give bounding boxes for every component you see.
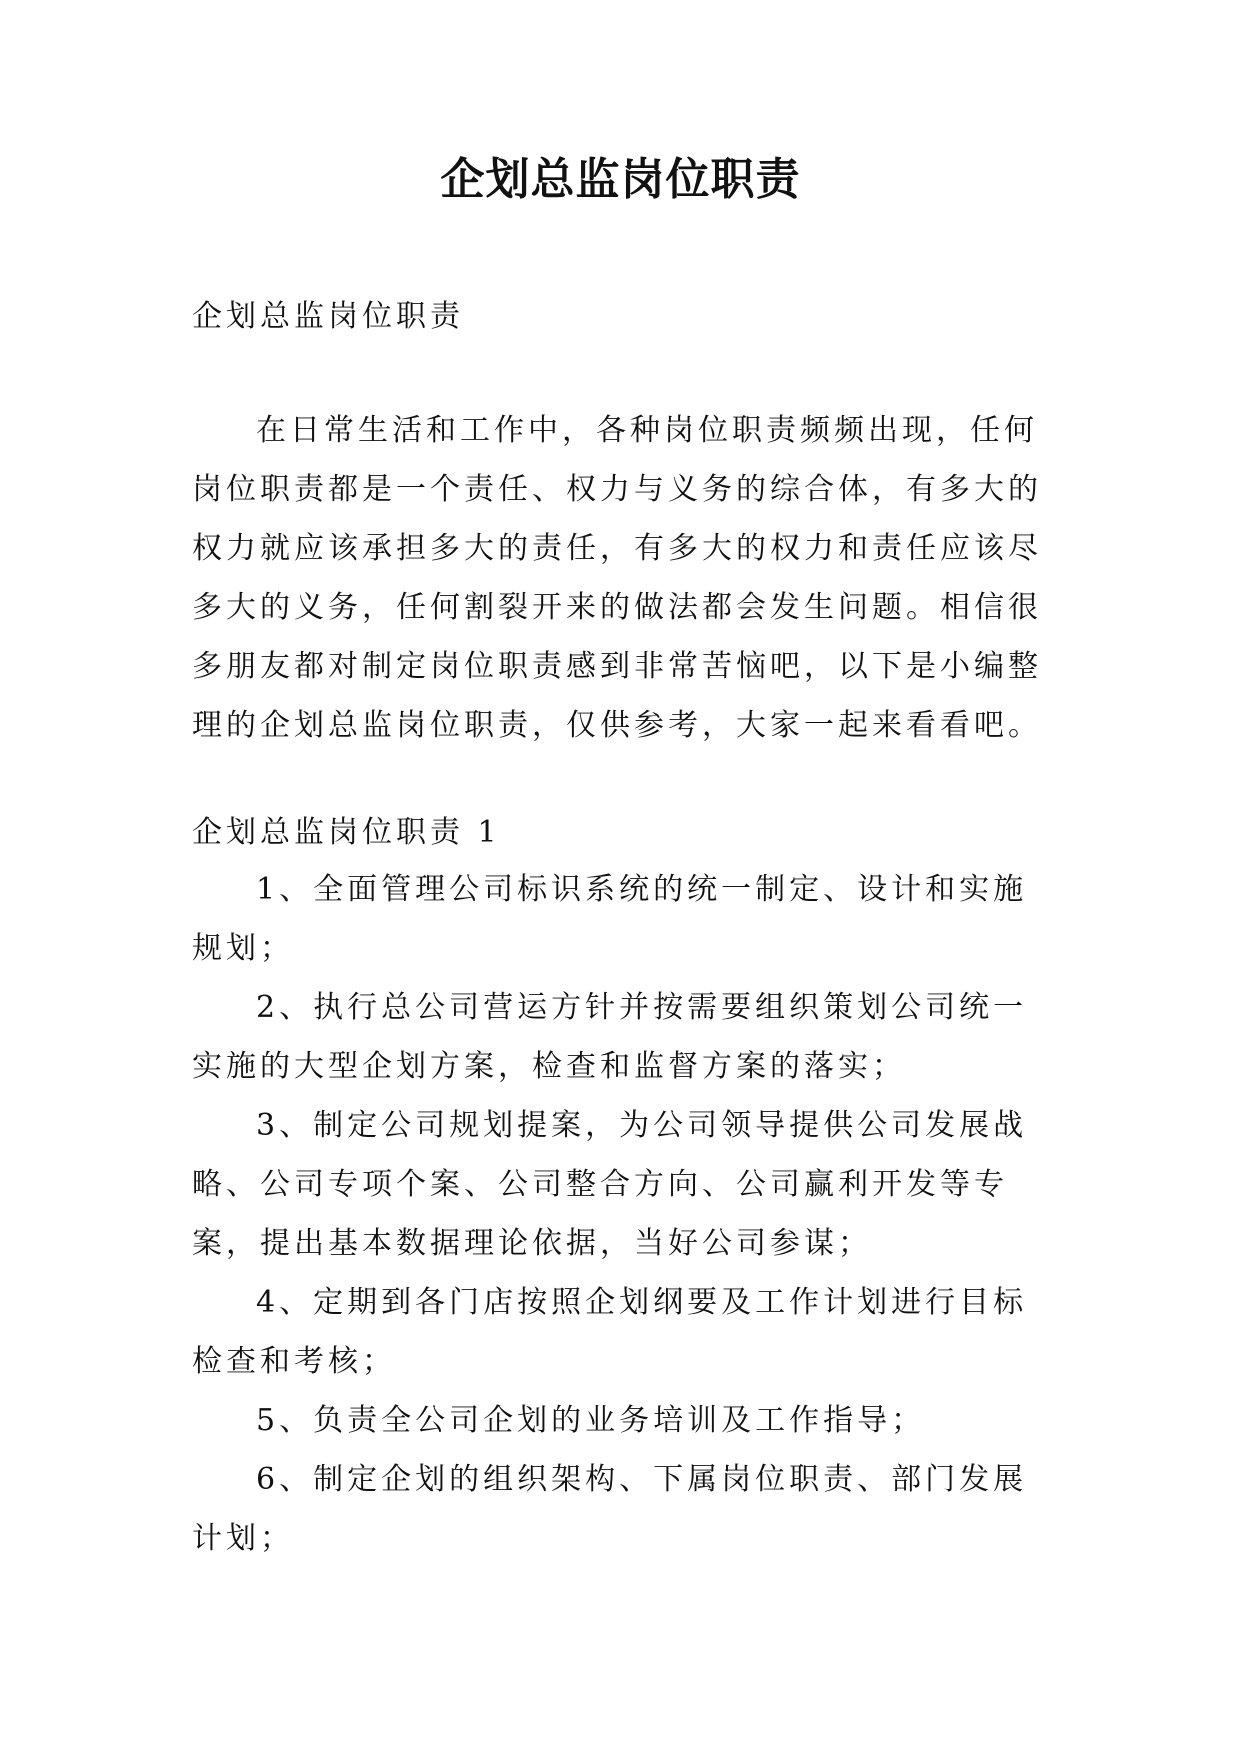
duty-item: 6、制定企划的组织架构、下属岗位职责、部门发展计划； — [192, 1462, 1028, 1556]
duty-item: 4、定期到各门店按照企划纲要及工作计划进行目标检查和考核； — [192, 1285, 1028, 1379]
document-subtitle: 企划总监岗位职责 — [192, 299, 464, 334]
intro-paragraph: 在日常生活和工作中，各种岗位职责频频出现，任何岗位职责都是一个责任、权力与义务的综合体，有多大的权力就应该承担多大的责任，有多大的权力和责任应该尽多大的义务，任何割裂开来的做法都会发生问题。相信很多朋友都对制定岗位职责感到非常苦恼吧，以下是小编整理的企划总监岗位职责，仅供参考，大家一起来看看吧。 — [192, 413, 1042, 743]
duty-item: 2、执行总公司营运方针并按需要组织策划公司统一实施的大型企划方案，检查和监督方案的落实； — [192, 990, 1028, 1084]
document-title: 企划总监岗位职责 — [440, 154, 801, 205]
duty-item: 3、制定公司规划提案，为公司领导提供公司发展战略、公司专项个案、公司整合方向、公司赢利开发等专案，提出基本数据理论依据，当好公司参谋； — [192, 1108, 1028, 1261]
duty-item: 5、负责全公司企划的业务培训及工作指导； — [256, 1403, 926, 1438]
duty-item: 1、全面管理公司标识系统的统一制定、设计和实施规划； — [192, 872, 1028, 966]
section-heading: 企划总监岗位职责 1 — [192, 815, 501, 850]
duty-list — [192, 860, 1052, 1568]
